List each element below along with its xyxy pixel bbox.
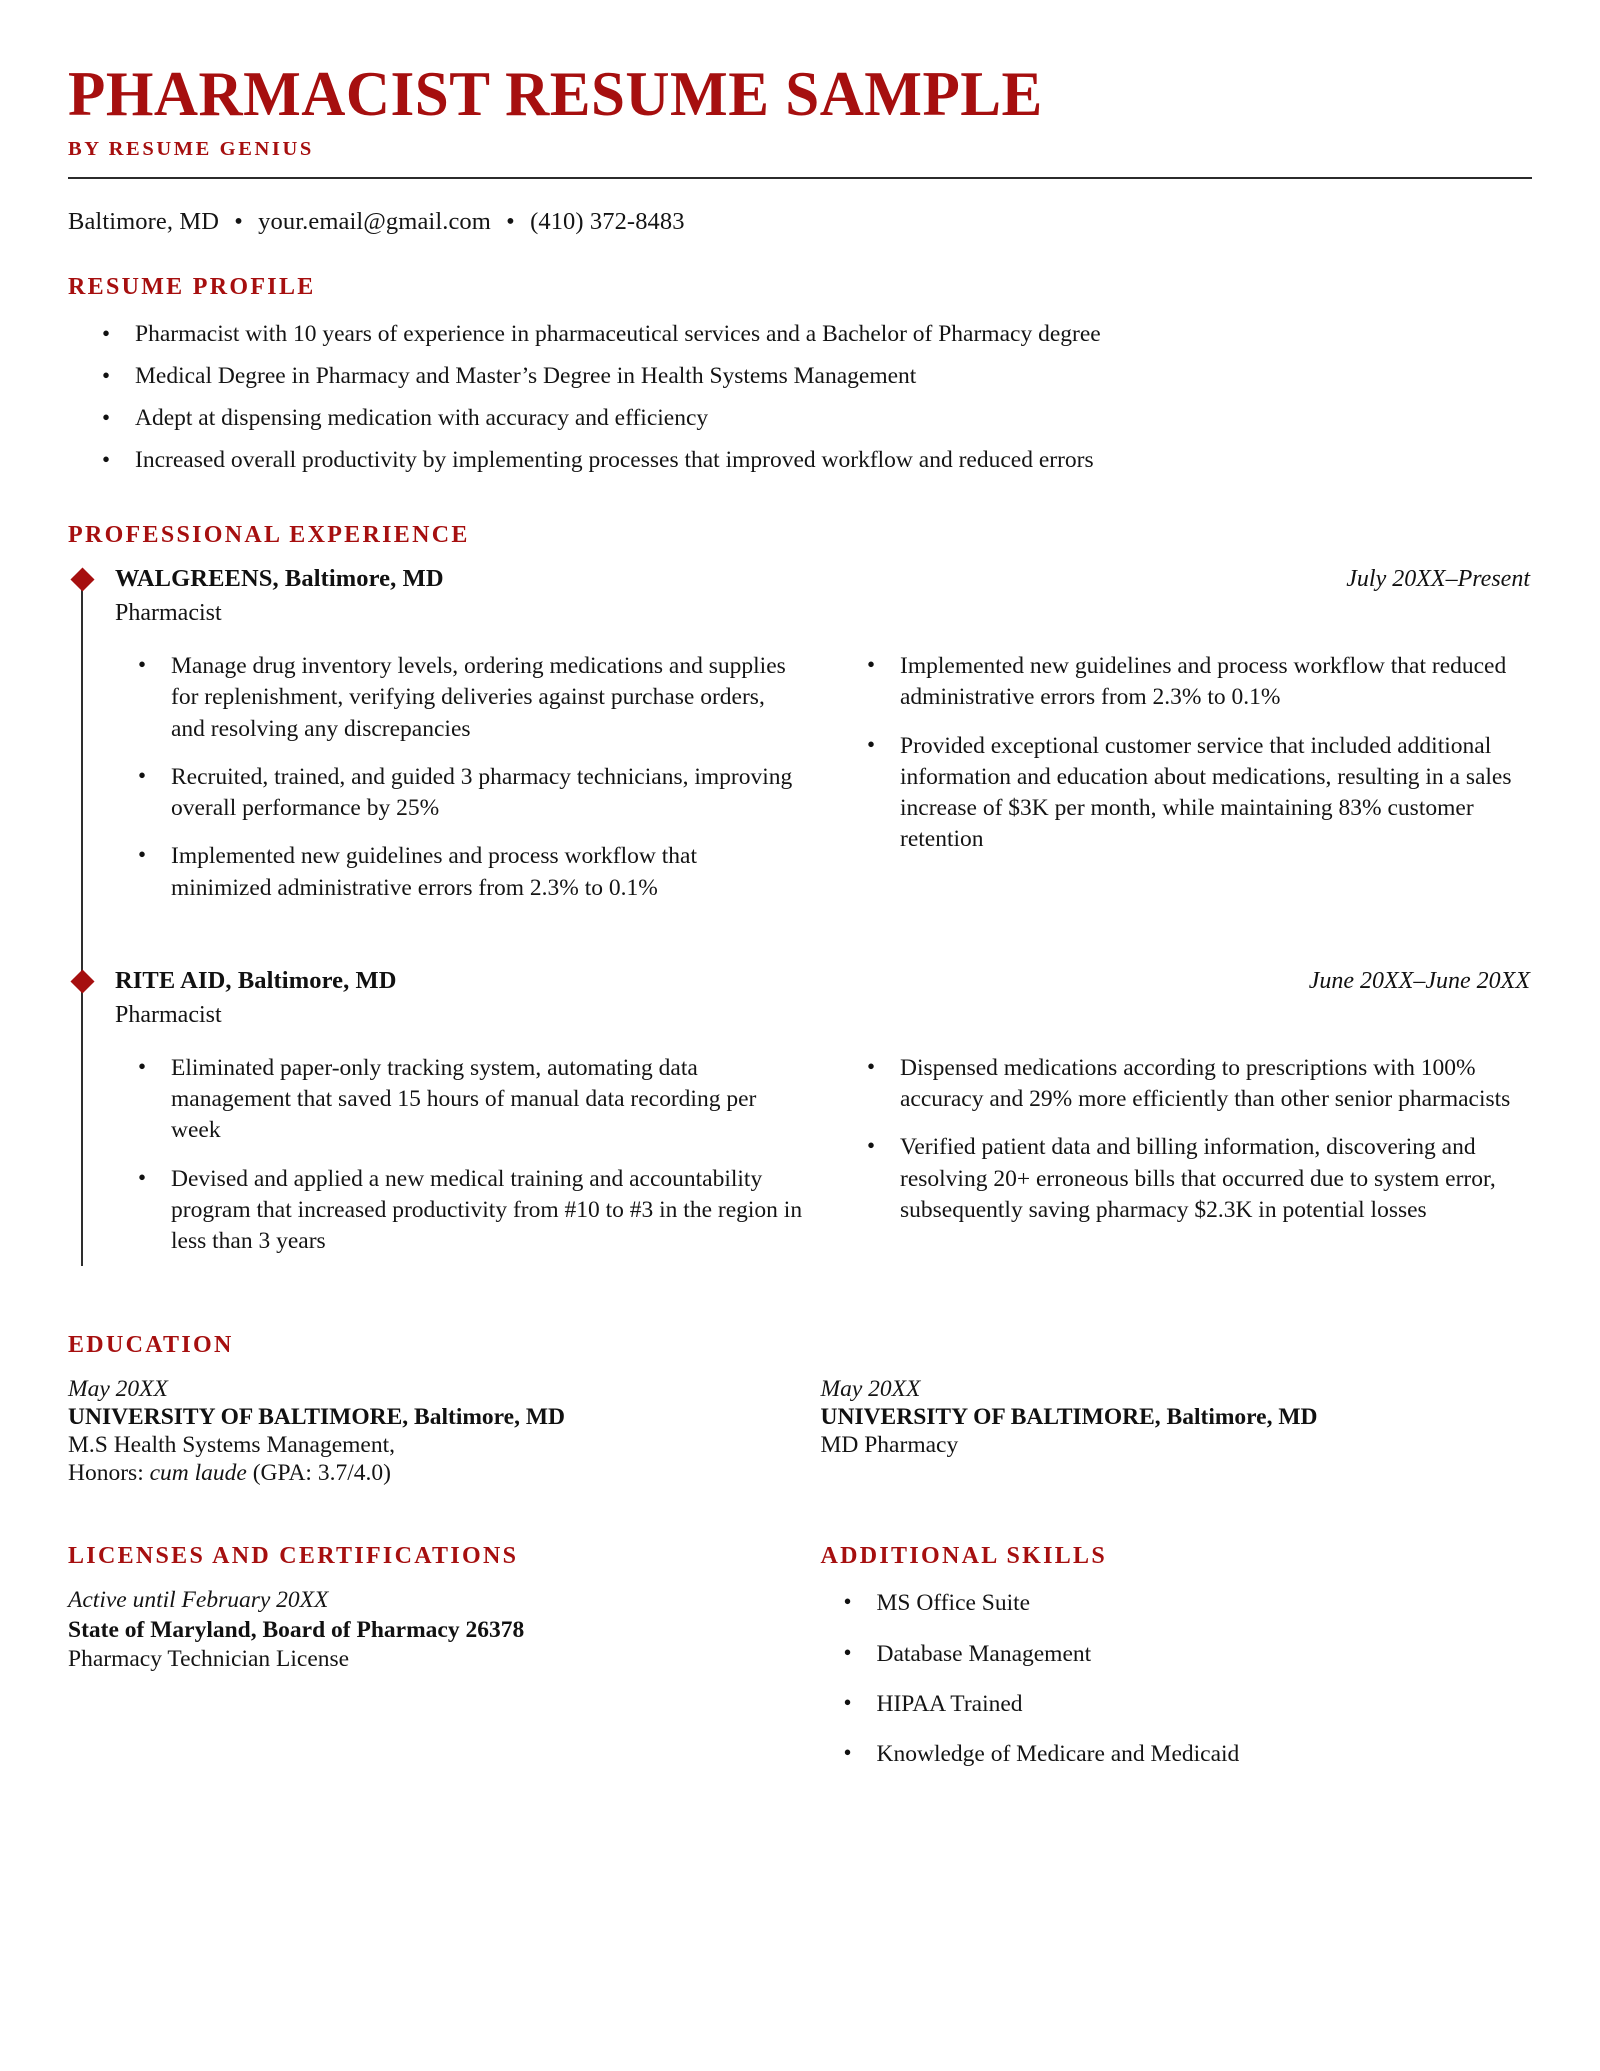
profile-bullet-list	[68, 319, 1532, 477]
list-item: • MS Office Suite	[821, 1588, 1533, 1619]
license-validity: Active until February 20XX	[68, 1587, 329, 1614]
list-item: • Medical Degree in Pharmacy and Master’s Degree in Health Systems Management	[68, 361, 1532, 393]
education-degree: M.S Health Systems Management,	[68, 1432, 396, 1459]
education-honors	[68, 1460, 780, 1487]
list-item: • Implemented new guidelines and process workflow that minimized administrative errors from 2.3% to 0.1%	[115, 841, 803, 904]
bullet-column-right	[844, 651, 1532, 921]
list-item: • Devised and applied a new medical training and accountability program that increased productivity from #10 to #3 in the region in less than 3 years	[115, 1164, 803, 1258]
contact-email[interactable]: your.email@gmail.com	[258, 208, 491, 236]
professional-experience-section	[68, 522, 1532, 1274]
job-title: Pharmacist	[115, 1001, 222, 1028]
responsibility-list	[844, 1053, 1532, 1226]
experience-entry-header	[115, 565, 1532, 593]
contact-separator-1: •	[234, 208, 243, 236]
list-item: • Implemented new guidelines and process workflow that reduced administrative errors from 2.3% to 0.1%	[844, 651, 1532, 714]
header-divider	[68, 177, 1532, 179]
page-title: PHARMACIST RESUME SAMPLE	[68, 59, 1043, 129]
list-item: • Adept at dispensing medication with accuracy and efficiency	[68, 403, 1532, 435]
experience-entry	[115, 565, 1532, 921]
education-column-left	[68, 1359, 780, 1487]
section-heading-experience: PROFESSIONAL EXPERIENCE	[68, 522, 470, 549]
additional-skills-section	[821, 1543, 1533, 1789]
section-heading-skills: ADDITIONAL SKILLS	[820, 1543, 1108, 1570]
contact-separator-2: •	[506, 208, 515, 236]
list-item: • HIPAA Trained	[821, 1689, 1533, 1720]
education-columns	[68, 1359, 1532, 1487]
employment-dates: July 20XX–Present	[1346, 566, 1530, 593]
bullet-column-left	[115, 651, 803, 921]
honors-latin: cum laude	[149, 1460, 247, 1487]
bullet-column-right	[844, 1053, 1532, 1275]
education-entry	[68, 1376, 780, 1487]
licenses-section	[68, 1543, 780, 1789]
bullet-column-left	[115, 1053, 803, 1275]
list-item: • Recruited, trained, and guided 3 pharmacy technicians, improving overall performance by 25%	[115, 762, 803, 825]
education-date: May 20XX	[68, 1376, 168, 1403]
education-school: UNIVERSITY OF BALTIMORE, Baltimore, MD	[820, 1404, 1318, 1431]
resume-profile-section	[68, 274, 1532, 477]
diamond-marker-icon	[70, 969, 94, 993]
list-item: • Eliminated paper-only tracking system, automating data management that saved 15 hours of manual data recording per week	[115, 1053, 803, 1147]
employment-dates: June 20XX–June 20XX	[1308, 967, 1530, 994]
experience-entry-header	[115, 967, 1532, 995]
honors-prefix: Honors:	[68, 1460, 150, 1487]
education-entry	[821, 1376, 1533, 1459]
contact-line	[68, 208, 1532, 236]
resume-header	[68, 0, 1532, 179]
list-item: • Database Management	[821, 1639, 1533, 1670]
employer-name: WALGREENS, Baltimore, MD	[115, 565, 444, 593]
job-title: Pharmacist	[115, 600, 222, 627]
honors-gpa: (GPA: 3.7/4.0)	[246, 1460, 391, 1487]
diamond-marker-icon	[70, 568, 94, 592]
list-item: • Knowledge of Medicare and Medicaid	[821, 1739, 1533, 1770]
resume-byline: BY RESUME GENIUS	[68, 138, 314, 161]
license-entry	[68, 1587, 780, 1673]
skills-list	[821, 1588, 1533, 1770]
education-section	[68, 1332, 1532, 1487]
employer-name: RITE AID, Baltimore, MD	[115, 966, 397, 994]
list-item: • Verified patient data and billing information, discovering and resolving 20+ erroneous bills that occurred due to system error, subsequently saving pharmacy $2.3K in potential losses	[844, 1132, 1532, 1226]
list-item: • Provided exceptional customer service that included additional information and education about medications, resulting in a sales increase of $3K per month, while maintaining 83% customer retention	[844, 731, 1532, 856]
lower-sections	[68, 1543, 1532, 1789]
timeline-rail	[81, 571, 83, 1266]
contact-phone[interactable]: (410) 372-8483	[530, 208, 685, 236]
list-item: • Dispensed medications according to prescriptions with 100% accuracy and 29% more efficiently than other senior pharmacists	[844, 1053, 1532, 1116]
responsibility-list	[115, 1053, 803, 1258]
responsibility-list	[844, 651, 1532, 856]
license-issuer: State of Maryland, Board of Pharmacy 26378	[68, 1617, 525, 1644]
section-heading-education: EDUCATION	[68, 1332, 234, 1359]
experience-entry	[115, 967, 1532, 1275]
experience-bullet-columns	[115, 1053, 1532, 1275]
education-column-right	[821, 1359, 1533, 1487]
list-item: • Manage drug inventory levels, ordering medications and supplies for replenishment, verifying deliveries against purchase orders, and resolving any discrepancies	[115, 651, 803, 745]
list-item: • Increased overall productivity by implementing processes that improved workflow and reduced errors	[68, 445, 1532, 477]
experience-timeline	[68, 565, 1532, 1274]
education-degree: MD Pharmacy	[820, 1432, 959, 1459]
list-item: • Pharmacist with 10 years of experience in pharmaceutical services and a Bachelor of Pharmacy degree	[68, 319, 1532, 351]
education-school: UNIVERSITY OF BALTIMORE, Baltimore, MD	[68, 1404, 566, 1431]
experience-bullet-columns	[115, 651, 1532, 921]
responsibility-list	[115, 651, 803, 904]
license-type: Pharmacy Technician License	[68, 1646, 350, 1673]
contact-location: Baltimore, MD	[68, 208, 220, 236]
section-heading-profile: RESUME PROFILE	[68, 274, 316, 301]
education-date: May 20XX	[820, 1376, 921, 1403]
section-heading-licenses: LICENSES AND CERTIFICATIONS	[68, 1543, 519, 1570]
